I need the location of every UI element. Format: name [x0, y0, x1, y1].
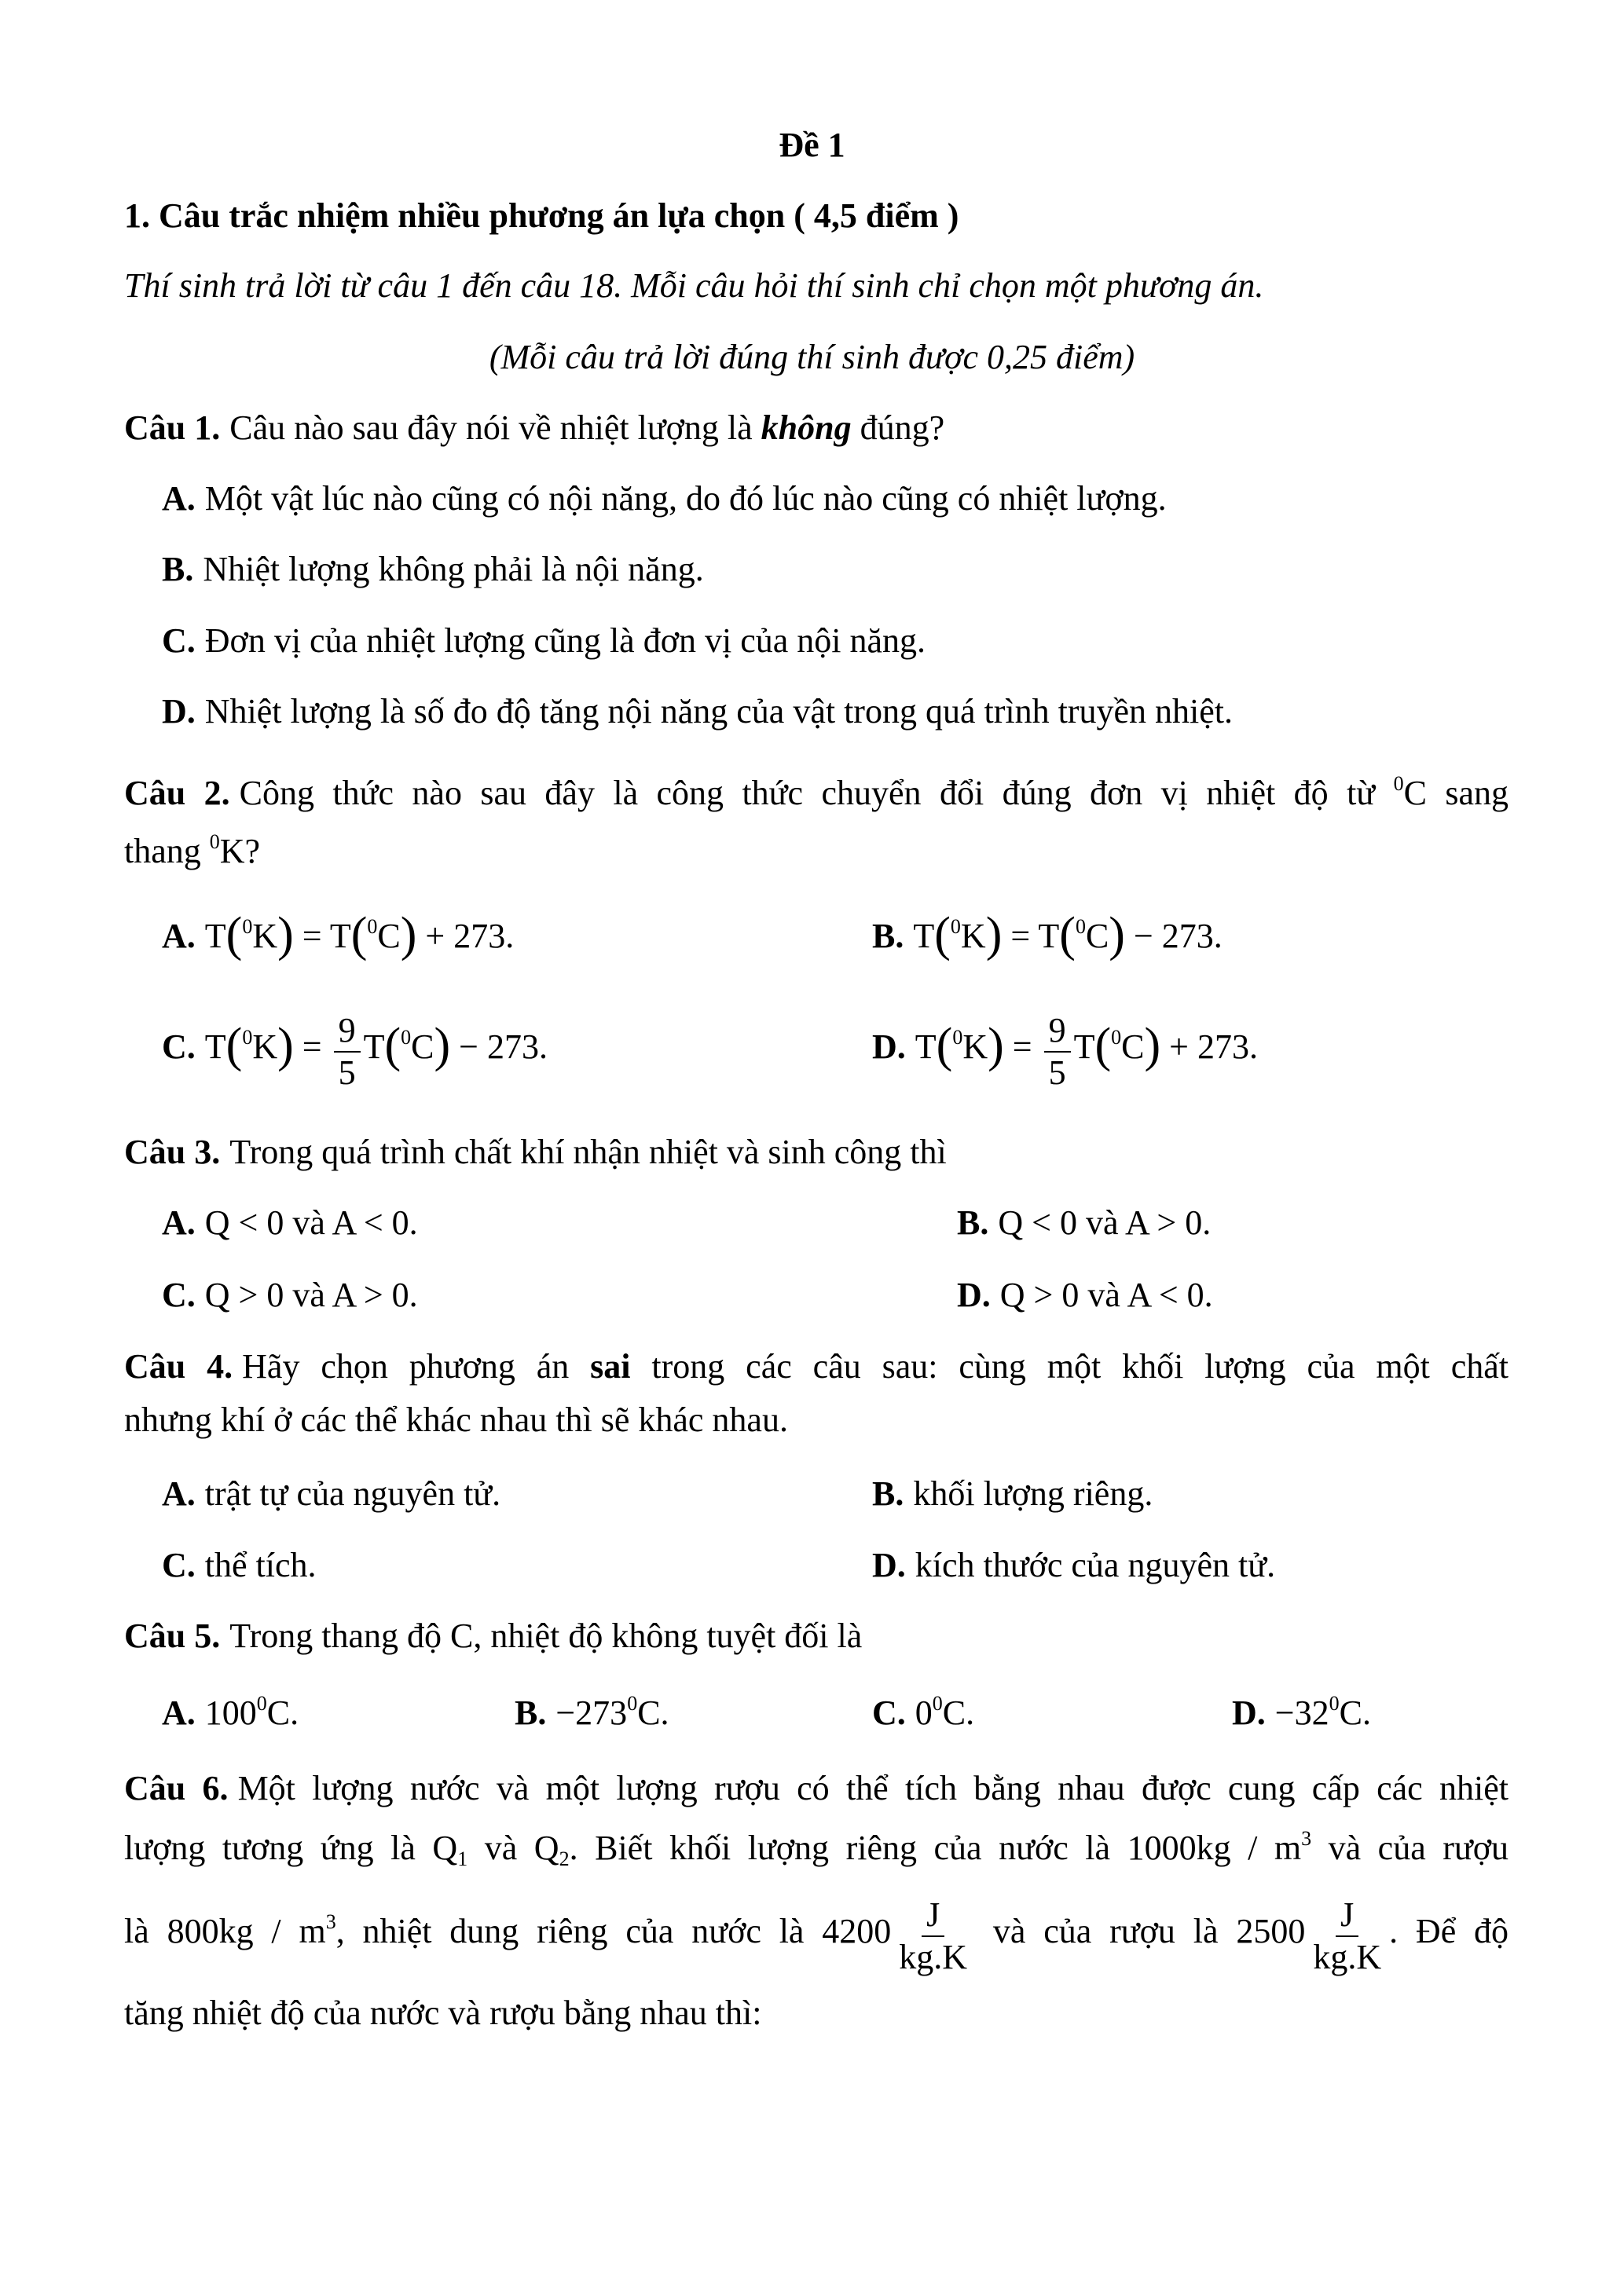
q5-option-a: A. $100^0C$.: [162, 1692, 299, 1732]
fraction-j-per-kgk: $\frac{J}{kg.K}$: [899, 1895, 968, 1976]
q5-option-b: B. $-273^0C$.: [515, 1692, 669, 1732]
question-5-stem: Câu 5. Trong thang độ C, nhiệt độ không tuyệt đối là: [124, 1617, 863, 1655]
page-title: Đề 1: [779, 126, 845, 164]
q2-option-a: A. T($^0$K) = T($^0$C) + 273.: [162, 908, 515, 961]
q5-option-d: D. $-32^0C$.: [1232, 1692, 1371, 1732]
q2-option-b: B. T($^0$K) = T($^0$C) − 273.: [872, 908, 1223, 961]
q5-option-c: C. $0^0C$.: [872, 1692, 975, 1732]
q1-option-d: D. Nhiệt lượng là số đo độ tăng nội năng của vật trong quá trình truyền nhiệt.: [162, 692, 1233, 731]
q3-option-a: A. Q < 0 và A < 0.: [162, 1203, 418, 1242]
fraction-j-per-kgk: $\frac{J}{kg.K}$: [1313, 1895, 1382, 1976]
q3-option-d: D. Q > 0 và A < 0.: [957, 1276, 1213, 1314]
instruction: Thí sinh trả lời từ câu 1 đến câu 18. Mỗi câu hỏi thí sinh chỉ chọn một phương án.: [124, 266, 1264, 305]
question-3-stem: Câu 3. Trong quá trình chất khí nhận nhiệt và sinh công thì: [124, 1133, 947, 1171]
q3-option-c: C. Q > 0 và A > 0.: [162, 1276, 418, 1314]
q4-option-b: B. khối lượng riêng.: [872, 1474, 1153, 1513]
fraction-9-5: $\frac{9}{5}$: [1044, 1013, 1071, 1090]
fraction-9-5: $\frac{9}{5}$: [334, 1013, 361, 1090]
q1-option-b: B. Nhiệt lượng không phải là nội năng.: [162, 550, 704, 588]
question-6-line-2: lượng tương ứng là $Q_1$ và $Q_2$. Biết khối lượng riêng của nước là $1000kg / m^3$ và của rượu: [124, 1827, 1509, 1870]
question-6-line-4: tăng nhiệt độ của nước và rượu bằng nhau thì:: [124, 1994, 762, 2032]
q3-option-b: B. Q < 0 và A > 0.: [957, 1203, 1212, 1242]
question-2-stem-cont: thang $^0$K?: [124, 830, 261, 870]
question-4-stem: Câu 4. Hãy chọn phương án sai trong các câu sau: cùng một khối lượng của một chất: [124, 1347, 1509, 1386]
question-6-stem: Câu 6. Một lượng nước và một lượng rượu có thể tích bằng nhau được cung cấp các nhiệt: [124, 1769, 1509, 1807]
q2-option-d: D. T($^0$K) = $\frac{9}{5}$ T($^0$C) + 273.: [872, 1011, 1258, 1092]
instruction-note: (Mỗi câu trả lời đúng thí sinh được 0,25 điểm): [489, 338, 1135, 376]
q1-option-a: A. Một vật lúc nào cũng có nội năng, do đó lúc nào cũng có nhiệt lượng.: [162, 479, 1167, 518]
question-1-stem: Câu 1. Câu nào sau đây nói về nhiệt lượng là không đúng?: [124, 408, 945, 447]
q4-option-a: A. trật tự của nguyên tử.: [162, 1474, 501, 1513]
q1-option-c: C. Đơn vị của nhiệt lượng cũng là đơn vị của nội năng.: [162, 621, 926, 660]
q4-option-c: C. thể tích.: [162, 1546, 317, 1584]
q2-option-c: C. T($^0$K) = $\frac{9}{5}$ T($^0$C) − 273.: [162, 1011, 548, 1092]
q4-option-d: D. kích thước của nguyên tử.: [872, 1546, 1276, 1584]
section-heading: 1. Câu trắc nhiệm nhiều phương án lựa chọn ( 4,5 điểm ): [124, 196, 959, 235]
question-2-stem: Câu 2. Công thức nào sau đây là công thức chuyển đổi đúng đơn vị nhiệt độ từ $^0$C sang: [124, 772, 1509, 812]
question-4-stem-cont: nhưng khí ở các thể khác nhau thì sẽ khác nhau.: [124, 1401, 788, 1439]
question-6-line-3: là $800kg / m^3$, nhiệt dung riêng của nước là 4200 $\frac{J}{kg.K}$ và của rượu là 2500 $\frac{J}{kg.K}$ . Để độ: [124, 1895, 1509, 1976]
